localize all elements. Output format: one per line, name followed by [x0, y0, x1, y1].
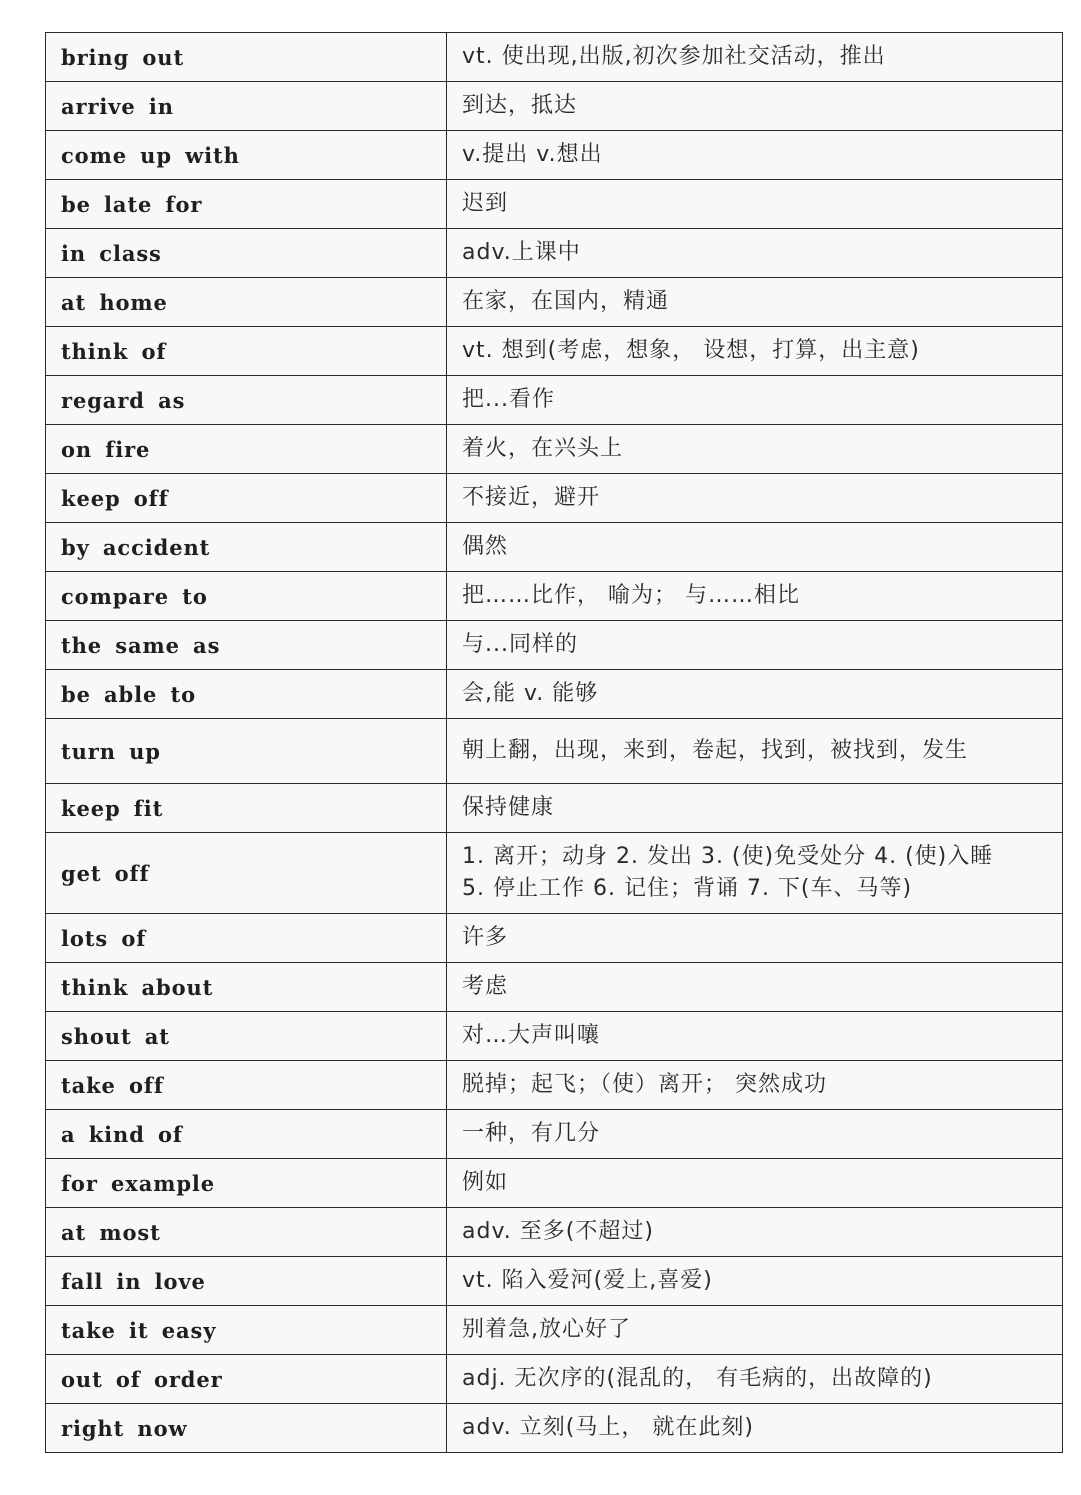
phrase-table	[45, 32, 1063, 1453]
table-row	[46, 1012, 1063, 1061]
meaning-cell: 把……比作， 喻为； 与……相比	[447, 572, 1063, 621]
phrase-cell: for example	[46, 1159, 447, 1208]
meaning-cell: 1. 离开；动身 2. 发出 3. (使)免受处分 4. (使)入睡 5. 停止工作 6. 记住；背诵 7. 下(车、马等)	[447, 833, 1063, 914]
meaning-cell: vt. 想到(考虑，想象， 设想，打算，出主意)	[447, 327, 1063, 376]
meaning-cell: 许多	[447, 914, 1063, 963]
table-row	[46, 784, 1063, 833]
meaning-cell: 会,能 v. 能够	[447, 670, 1063, 719]
meaning-cell: 把...看作	[447, 376, 1063, 425]
meaning-cell: 考虑	[447, 963, 1063, 1012]
table-row	[46, 670, 1063, 719]
phrase-cell: come up with	[46, 131, 447, 180]
meaning-cell: 别着急,放心好了	[447, 1306, 1063, 1355]
table-row	[46, 914, 1063, 963]
table-row	[46, 523, 1063, 572]
meaning-cell: 偶然	[447, 523, 1063, 572]
table-row	[46, 376, 1063, 425]
meaning-cell: adv. 至多(不超过)	[447, 1208, 1063, 1257]
meaning-cell: vt. 陷入爱河(爱上,喜爱)	[447, 1257, 1063, 1306]
table-row	[46, 1159, 1063, 1208]
meaning-cell: 一种，有几分	[447, 1110, 1063, 1159]
phrase-cell: get off	[46, 833, 447, 914]
table-row	[46, 131, 1063, 180]
table-row	[46, 425, 1063, 474]
phrase-cell: think of	[46, 327, 447, 376]
meaning-cell: 脱掉；起飞；（使）离开； 突然成功	[447, 1061, 1063, 1110]
table-row	[46, 1404, 1063, 1453]
phrase-cell: at most	[46, 1208, 447, 1257]
meaning-cell: 保持健康	[447, 784, 1063, 833]
phrase-cell: compare to	[46, 572, 447, 621]
phrase-cell: right now	[46, 1404, 447, 1453]
meaning-cell: vt. 使出现,出版,初次参加社交活动，推出	[447, 33, 1063, 82]
table-row	[46, 1355, 1063, 1404]
phrase-cell: bring out	[46, 33, 447, 82]
table-row	[46, 229, 1063, 278]
meaning-cell: adv. 立刻(马上， 就在此刻)	[447, 1404, 1063, 1453]
table-row	[46, 1110, 1063, 1159]
phrase-cell: take off	[46, 1061, 447, 1110]
meaning-cell: adv.上课中	[447, 229, 1063, 278]
phrase-cell: shout at	[46, 1012, 447, 1061]
table-row	[46, 621, 1063, 670]
phrase-cell: a kind of	[46, 1110, 447, 1159]
meaning-cell: adj. 无次序的(混乱的， 有毛病的，出故障的)	[447, 1355, 1063, 1404]
phrase-cell: by accident	[46, 523, 447, 572]
meaning-cell: 朝上翻，出现，来到，卷起，找到，被找到，发生	[447, 719, 1063, 784]
table-row	[46, 474, 1063, 523]
meaning-cell: 到达，抵达	[447, 82, 1063, 131]
phrase-cell: take it easy	[46, 1306, 447, 1355]
phrase-cell: keep off	[46, 474, 447, 523]
phrase-cell: in class	[46, 229, 447, 278]
table-row	[46, 963, 1063, 1012]
phrase-cell: keep fit	[46, 784, 447, 833]
phrase-cell: the same as	[46, 621, 447, 670]
phrase-cell: arrive in	[46, 82, 447, 131]
table-row	[46, 1208, 1063, 1257]
meaning-cell: 不接近，避开	[447, 474, 1063, 523]
phrase-cell: think about	[46, 963, 447, 1012]
table-row	[46, 33, 1063, 82]
table-row	[46, 1306, 1063, 1355]
meaning-cell: 例如	[447, 1159, 1063, 1208]
phrase-cell: be able to	[46, 670, 447, 719]
table-row	[46, 327, 1063, 376]
phrase-cell: out of order	[46, 1355, 447, 1404]
table-row	[46, 719, 1063, 784]
phrase-cell: fall in love	[46, 1257, 447, 1306]
phrase-table-body	[46, 33, 1063, 1453]
table-row	[46, 833, 1063, 914]
phrase-cell: turn up	[46, 719, 447, 784]
phrase-cell: lots of	[46, 914, 447, 963]
phrase-cell: at home	[46, 278, 447, 327]
phrase-cell: be late for	[46, 180, 447, 229]
table-row	[46, 180, 1063, 229]
table-row	[46, 572, 1063, 621]
meaning-cell: 迟到	[447, 180, 1063, 229]
phrase-cell: regard as	[46, 376, 447, 425]
meaning-cell: v.提出 v.想出	[447, 131, 1063, 180]
phrase-cell: on fire	[46, 425, 447, 474]
table-row	[46, 82, 1063, 131]
table-row	[46, 278, 1063, 327]
meaning-cell: 对…大声叫嚷	[447, 1012, 1063, 1061]
meaning-cell: 着火，在兴头上	[447, 425, 1063, 474]
meaning-cell: 在家，在国内，精通	[447, 278, 1063, 327]
table-row	[46, 1257, 1063, 1306]
meaning-cell: 与...同样的	[447, 621, 1063, 670]
table-row	[46, 1061, 1063, 1110]
